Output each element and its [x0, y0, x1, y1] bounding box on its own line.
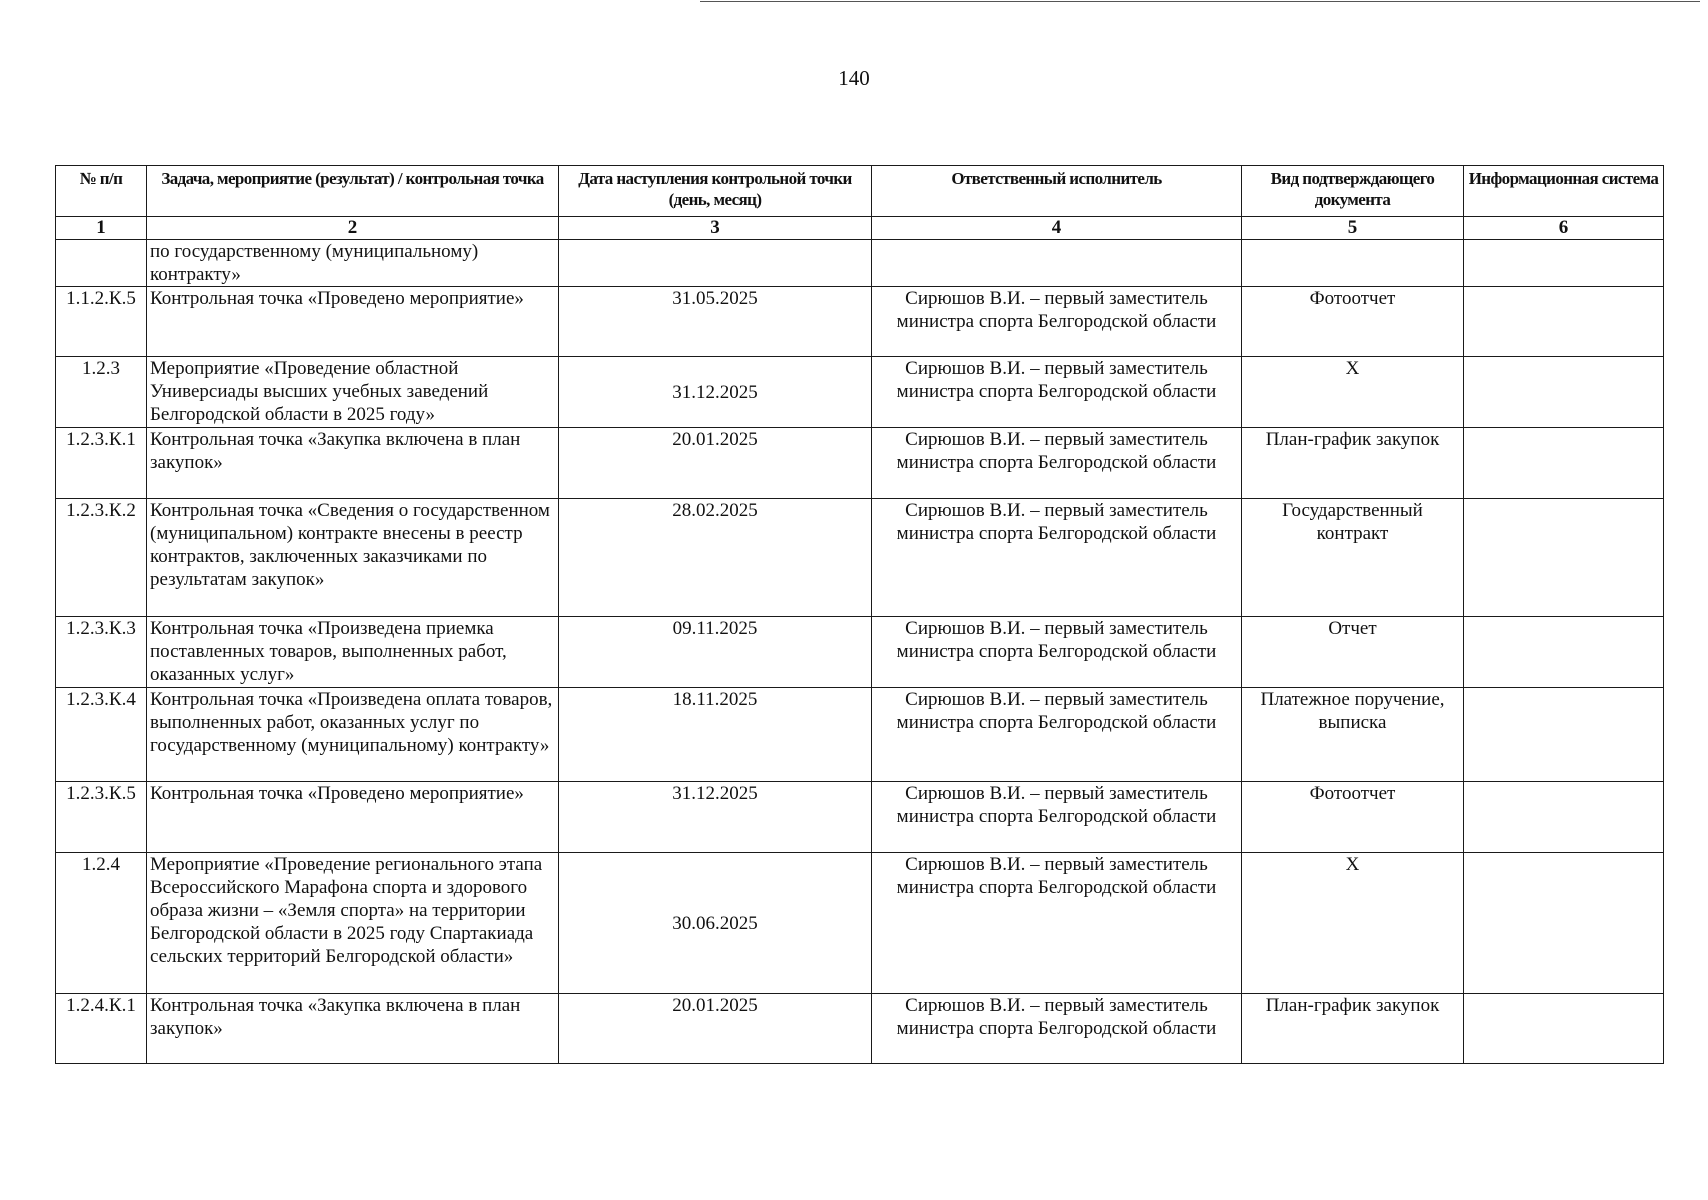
- row-number: 1.2.3.К.3: [56, 617, 147, 688]
- row-system: [1464, 688, 1664, 782]
- table-row: [56, 782, 1664, 853]
- column-number: 6: [1464, 217, 1664, 240]
- row-document: Отчет: [1242, 617, 1464, 688]
- row-document: Фотоотчет: [1242, 287, 1464, 357]
- column-number: 2: [147, 217, 559, 240]
- page-number: 140: [838, 66, 870, 90]
- row-executor: Сирюшов В.И. – первый заместитель министра спорта Белгородской области: [872, 617, 1242, 688]
- row-date: 30.06.2025: [559, 853, 872, 994]
- row-number: [56, 240, 147, 287]
- row-task: по государственному (муниципальному) контракту»: [147, 240, 559, 287]
- row-task: Контрольная точка «Произведена приемка поставленных товаров, выполненных работ, оказанных услуг»: [147, 617, 559, 688]
- row-document: Х: [1242, 357, 1464, 428]
- row-document: Государственный контракт: [1242, 499, 1464, 617]
- row-task: Контрольная точка «Сведения о государственном (муниципальном) контракте внесены в реестр контрактов, заключенных заказчиками по результатам закупок»: [147, 499, 559, 617]
- column-number: 3: [559, 217, 872, 240]
- row-number: 1.2.3.К.5: [56, 782, 147, 853]
- header-system: Информационная система: [1464, 166, 1664, 217]
- header-executor: Ответственный исполнитель: [872, 166, 1242, 217]
- row-system: [1464, 287, 1664, 357]
- row-task: Контрольная точка «Произведена оплата товаров, выполненных работ, оказанных услуг по государственному (муниципальному) контракту»: [147, 688, 559, 782]
- row-task: Контрольная точка «Закупка включена в план закупок»: [147, 994, 559, 1064]
- row-system: [1464, 617, 1664, 688]
- header-document: Вид подтверждающего документа: [1242, 166, 1464, 217]
- row-number: 1.2.3.К.2: [56, 499, 147, 617]
- row-task: Мероприятие «Проведение областной Универсиады высших учебных заведений Белгородской области в 2025 году»: [147, 357, 559, 428]
- header-number: № п/п: [56, 166, 147, 217]
- row-date: 31.05.2025: [559, 287, 872, 357]
- row-system: [1464, 240, 1664, 287]
- table-row: [56, 617, 1664, 688]
- row-executor: Сирюшов В.И. – первый заместитель министра спорта Белгородской области: [872, 287, 1242, 357]
- row-number: 1.2.3.К.4: [56, 688, 147, 782]
- row-document: План-график закупок: [1242, 994, 1464, 1064]
- row-number: 1.2.4.К.1: [56, 994, 147, 1064]
- row-executor: Сирюшов В.И. – первый заместитель министра спорта Белгородской области: [872, 688, 1242, 782]
- row-executor: Сирюшов В.И. – первый заместитель министра спорта Белгородской области: [872, 499, 1242, 617]
- row-date: 20.01.2025: [559, 428, 872, 499]
- column-number: 4: [872, 217, 1242, 240]
- row-document: [1242, 240, 1464, 287]
- row-date: 18.11.2025: [559, 688, 872, 782]
- header-row: [56, 166, 1664, 217]
- row-document: Х: [1242, 853, 1464, 994]
- column-number: 1: [56, 217, 147, 240]
- table-row: [56, 357, 1664, 428]
- row-system: [1464, 428, 1664, 499]
- row-number: 1.2.3: [56, 357, 147, 428]
- row-executor: Сирюшов В.И. – первый заместитель министра спорта Белгородской области: [872, 782, 1242, 853]
- row-system: [1464, 499, 1664, 617]
- row-date: 09.11.2025: [559, 617, 872, 688]
- row-document: Платежное поручение, выписка: [1242, 688, 1464, 782]
- row-date: 20.01.2025: [559, 994, 872, 1064]
- row-date: 31.12.2025: [559, 782, 872, 853]
- row-task: Контрольная точка «Проведено мероприятие»: [147, 287, 559, 357]
- table-row: [56, 994, 1664, 1064]
- row-number: 1.1.2.К.5: [56, 287, 147, 357]
- header-task: Задача, мероприятие (результат) / контрольная точка: [147, 166, 559, 217]
- row-task: Мероприятие «Проведение регионального этапа Всероссийского Марафона спорта и здорового образа жизни – «Земля спорта» на территории Белгородской области в 2025 году Спартакиада сельских территорий Белгородской области»: [147, 853, 559, 994]
- column-number-row: [56, 217, 1664, 240]
- row-system: [1464, 994, 1664, 1064]
- row-executor: [872, 240, 1242, 287]
- table-row: [56, 499, 1664, 617]
- column-number: 5: [1242, 217, 1464, 240]
- row-system: [1464, 357, 1664, 428]
- control-points-table: [55, 165, 1664, 1064]
- row-task: Контрольная точка «Проведено мероприятие»: [147, 782, 559, 853]
- table-row: [56, 428, 1664, 499]
- table-row: [56, 287, 1664, 357]
- row-number: 1.2.3.К.1: [56, 428, 147, 499]
- row-system: [1464, 782, 1664, 853]
- row-date: 31.12.2025: [559, 357, 872, 428]
- row-executor: Сирюшов В.И. – первый заместитель министра спорта Белгородской области: [872, 428, 1242, 499]
- header-date: Дата наступления контрольной точки (день, месяц): [559, 166, 872, 217]
- row-executor: Сирюшов В.И. – первый заместитель министра спорта Белгородской области: [872, 994, 1242, 1064]
- scan-edge-line: [700, 1, 1700, 2]
- table-row: [56, 853, 1664, 994]
- row-executor: Сирюшов В.И. – первый заместитель министра спорта Белгородской области: [872, 853, 1242, 994]
- row-date: 28.02.2025: [559, 499, 872, 617]
- row-system: [1464, 853, 1664, 994]
- table-row: [56, 240, 1664, 287]
- row-number: 1.2.4: [56, 853, 147, 994]
- row-document: Фотоотчет: [1242, 782, 1464, 853]
- row-document: План-график закупок: [1242, 428, 1464, 499]
- row-executor: Сирюшов В.И. – первый заместитель министра спорта Белгородской области: [872, 357, 1242, 428]
- row-task: Контрольная точка «Закупка включена в план закупок»: [147, 428, 559, 499]
- row-date: [559, 240, 872, 287]
- table-row: [56, 688, 1664, 782]
